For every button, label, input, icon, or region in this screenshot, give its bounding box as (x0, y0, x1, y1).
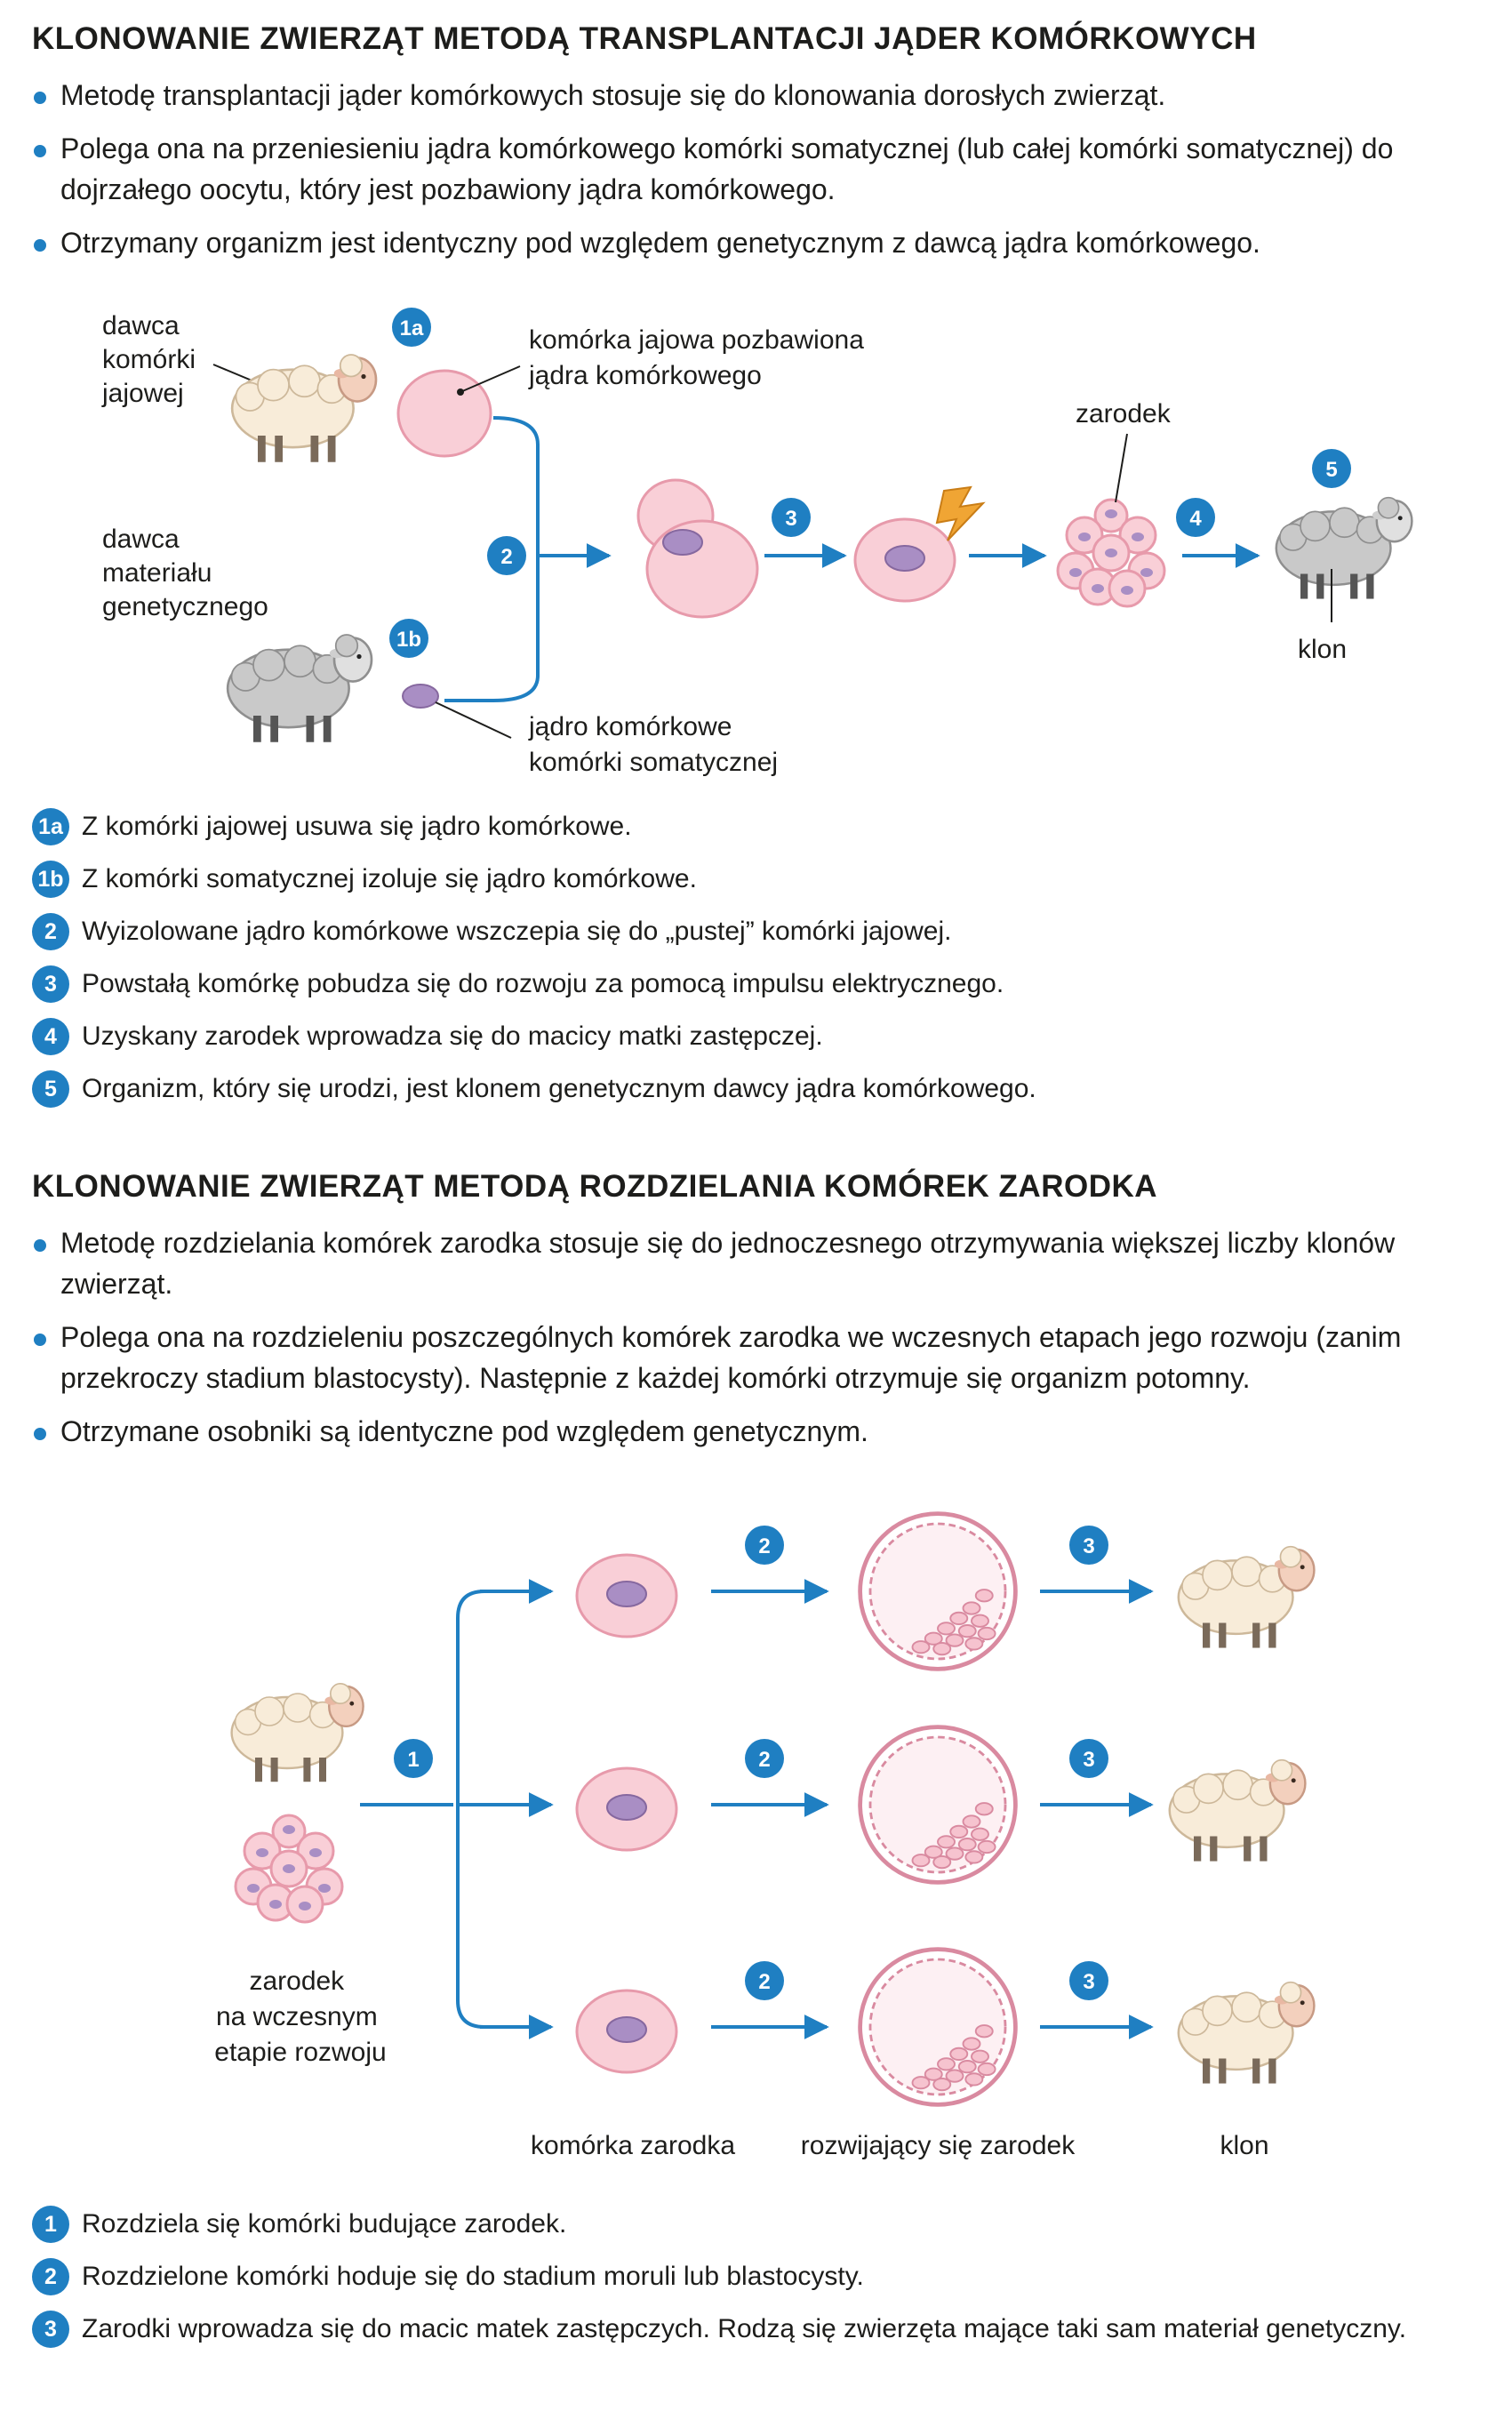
svg-text:2: 2 (758, 1534, 771, 1558)
step-badge: 1b (32, 861, 69, 898)
svg-text:3: 3 (1083, 1748, 1095, 1772)
bullet-item: Metodę transplantacji jąder komórkowych stosuje się do klonowania dorosłych zwierząt. (32, 75, 1490, 116)
step-badge: 1 (32, 2206, 69, 2243)
step-item (32, 2310, 1490, 2349)
svg-text:1a: 1a (399, 316, 424, 340)
bullet-item: Metodę rozdzielania komórek zarodka stosuje się do jednoczesnego otrzymywania większej liczby klonów zwierząt. (32, 1222, 1490, 1304)
early-embryo-morula (236, 1815, 342, 1922)
step-badge: 2 (32, 2258, 69, 2295)
step-item (32, 807, 1490, 846)
svg-text:4: 4 (1189, 507, 1202, 531)
badge-1b (389, 619, 428, 658)
enucleated-egg-label: komórka jajowa pozbawiona jądra komórkowego (529, 325, 864, 390)
section2-bullets (32, 1222, 1490, 1464)
svg-text:1b: 1b (396, 628, 422, 652)
step-text: Z komórki somatycznej izoluje się jądro komórkowe. (82, 864, 697, 893)
badge-2 (487, 536, 526, 575)
svg-text:3: 3 (1083, 1970, 1095, 1994)
somatic-nucleus-label: jądro komórkowe komórki somatycznej (529, 712, 779, 777)
nuclear-transfer-diagram (0, 302, 1512, 800)
embryo-splitting-diagram (0, 1502, 1512, 2178)
step-item (32, 1069, 1490, 1109)
bullet-item: Polega ona na rozdzieleniu poszczególnych komórek zarodka we wczesnych etapach jego rozwoju (zanim przekroczy stadium blastocysty). Następnie z każdej komórki otrzymuje się organizm potomny. (32, 1317, 1490, 1398)
step-item (32, 2205, 1490, 2244)
step-badge: 1a (32, 808, 69, 845)
section1-title: KLONOWANIE ZWIERZĄT METODĄ TRANSPLANTACJI JĄDER KOMÓRKOWYCH (32, 21, 1257, 56)
blastocyst (860, 1950, 1016, 2105)
step-badge: 3 (32, 965, 69, 1003)
enucleated-egg (398, 371, 491, 456)
svg-text:1: 1 (407, 1748, 420, 1772)
blastocyst (860, 1727, 1016, 1883)
section1-steps (32, 807, 1490, 1122)
embryo-morula (1058, 500, 1164, 606)
step-text: Rozdziela się komórki budujące zarodek. (82, 2209, 567, 2239)
egg-donor-label: dawca komórki jajowej (102, 311, 196, 408)
step-item (32, 1017, 1490, 1056)
step-text: Wyizolowane jądro komórkowe wszczepia się do „pustej” komórki jajowej. (82, 917, 952, 946)
egg-donor-sheep (232, 355, 376, 462)
embryo-cell-label: komórka zarodka (530, 2131, 736, 2160)
step-item (32, 860, 1490, 899)
step-text: Z komórki jajowej usuwa się jądro komórkowe. (82, 812, 632, 841)
svg-text:2: 2 (758, 1748, 771, 1772)
step-item (32, 965, 1490, 1004)
clone-label: klon (1220, 2131, 1269, 2160)
step-text: Organizm, który się urodzi, jest klonem genetycznym dawcy jądra komórkowego. (82, 1074, 1036, 1103)
badge-3 (1069, 1961, 1108, 2000)
early-embryo-label: zarodek na wczesnym etapie rozwoju (214, 1966, 387, 2067)
step-text: Uzyskany zarodek wprowadza się do macicy matki zastępczej. (82, 1021, 823, 1051)
embryo-cell (577, 1555, 676, 1637)
badge-2 (745, 1961, 784, 2000)
fused-cell (638, 480, 757, 617)
embryo-label: zarodek (1076, 399, 1171, 429)
bullet-item: Polega ona na przeniesieniu jądra komórkowego komórki somatycznej (lub całej komórki somatycznej) do dojrzałego oocytu, który jest pozbawiony jądra komórkowego. (32, 128, 1490, 210)
section2-title: KLONOWANIE ZWIERZĄT METODĄ ROZDZIELANIA KOMÓREK ZARODKA (32, 1169, 1158, 1204)
step-badge: 4 (32, 1018, 69, 1055)
step-text: Rozdzielone komórki hoduje się do stadium moruli lub blastocysty. (82, 2262, 864, 2291)
clone-label: klon (1298, 635, 1348, 664)
badge-4 (1176, 498, 1215, 537)
svg-text:2: 2 (500, 545, 513, 569)
embryo-cell (577, 1990, 676, 2072)
somatic-nucleus (403, 685, 438, 708)
section2-steps (32, 2205, 1490, 2362)
genetic-donor-label: dawca materiału genetycznego (102, 525, 268, 621)
svg-text:3: 3 (785, 507, 797, 531)
step-badge: 2 (32, 913, 69, 950)
svg-text:3: 3 (1083, 1534, 1095, 1558)
clone-sheep (1179, 1982, 1315, 2084)
badge-3 (1069, 1526, 1108, 1565)
badge-1a (392, 308, 431, 347)
badge-2 (745, 1526, 784, 1565)
step-text: Zarodki wprowadza się do macic matek zastępczych. Rodzą się zwierzęta mające taki sam materiał genetyczny. (82, 2314, 1407, 2343)
clone-sheep (1179, 1547, 1315, 1648)
svg-text:5: 5 (1325, 458, 1338, 482)
activated-cell (855, 519, 955, 601)
step-text: Powstałą komórkę pobudza się do rozwoju za pomocą impulsu elektrycznego. (82, 969, 1004, 998)
svg-text:2: 2 (758, 1970, 771, 1994)
section1-bullets (32, 75, 1490, 276)
clone-sheep (1170, 1760, 1306, 1862)
developing-embryo-label: rozwijający się zarodek (800, 2131, 1076, 2160)
badge-1 (394, 1739, 433, 1778)
step-badge: 3 (32, 2311, 69, 2348)
source-sheep (232, 1684, 364, 1782)
spark-icon (937, 487, 983, 541)
embryo-cell (577, 1768, 676, 1850)
step-item (32, 2257, 1490, 2296)
step-item (32, 912, 1490, 951)
genetic-donor-sheep (228, 635, 372, 742)
blastocyst (860, 1514, 1016, 1670)
bullet-item: Otrzymane osobniki są identyczne pod względem genetycznym. (32, 1411, 1490, 1452)
clone-sheep (1276, 498, 1412, 599)
bullet-item: Otrzymany organizm jest identyczny pod względem genetycznym z dawcą jądra komórkowego. (32, 222, 1490, 263)
badge-3 (1069, 1739, 1108, 1778)
split-bracket (458, 1591, 484, 2027)
badge-5 (1312, 449, 1351, 488)
step-badge: 5 (32, 1070, 69, 1108)
badge-2 (745, 1739, 784, 1778)
badge-3 (772, 498, 811, 537)
